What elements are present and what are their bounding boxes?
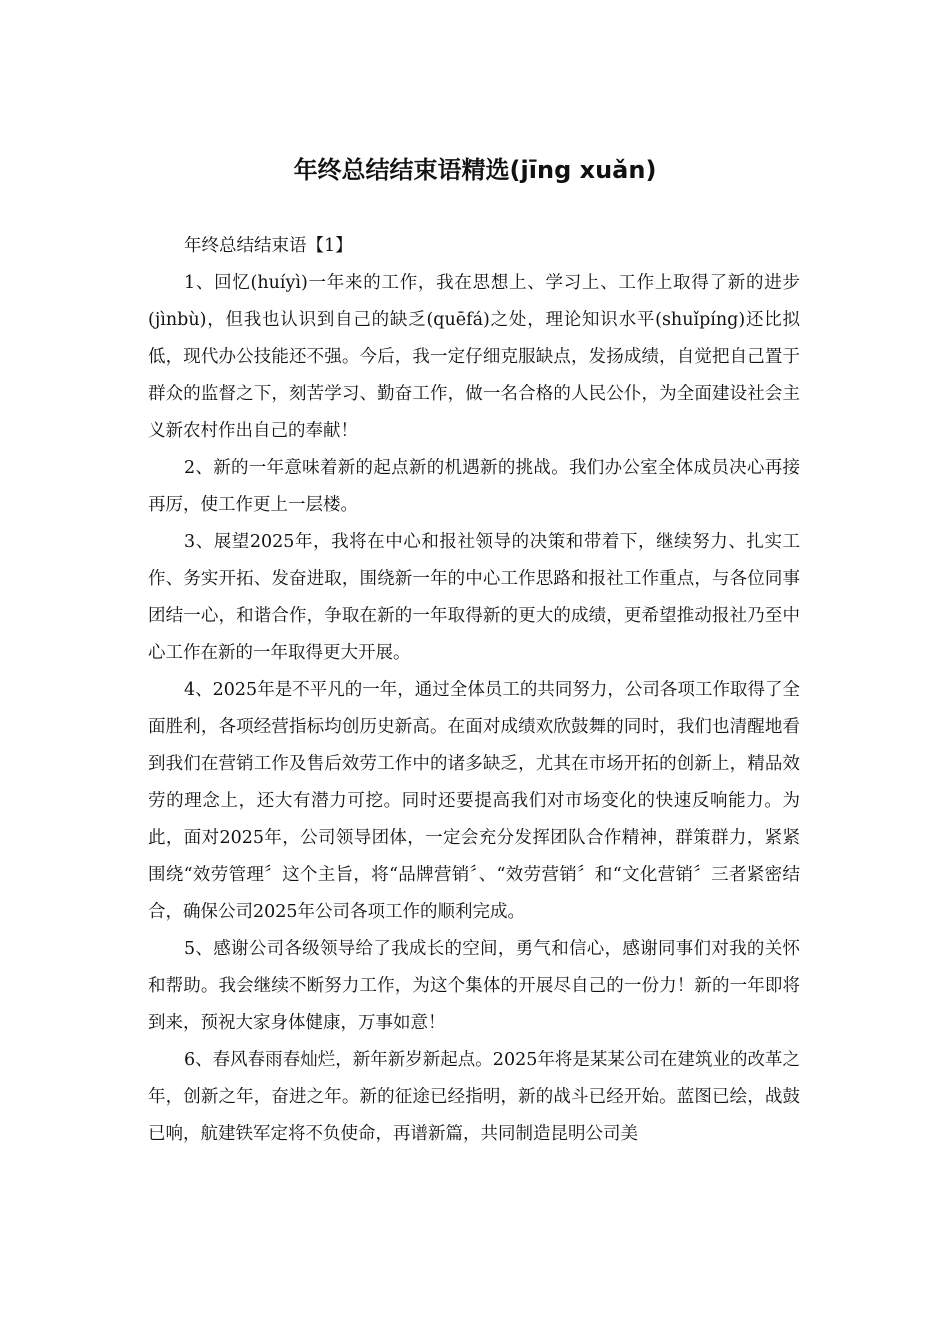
- paragraph-2: 2、新的一年意味着新的起点新的机遇新的挑战。我们办公室全体成员决心再接再厉，使工作更上一层楼。: [148, 458, 800, 515]
- paragraph-4: 4、2025年是不平凡的一年，通过全体员工的共同努力，公司各项工作取得了全面胜利，各项经营指标均创历史新高。在面对成绩欢欣鼓舞的同时，我们也清醒地看到我们在营销工作及售后效劳工作中的诸多缺乏，尤其在市场开拓的创新上，精品效劳的理念上，还大有潜力可挖。同时还要提高我们对市场变化的快速反响能力。为此，面对2025年，公司领导团体，一定会充分发挥团队合作精神，群策群力，紧紧围绕“效劳管理〞这个主旨，将“品牌营销〞、“效劳营销〞和“文化营销〞三者紧密结合，确保公司2025年公司各项工作的顺利完成。: [148, 680, 800, 922]
- paragraph-3: 3、展望2025年，我将在中心和报社领导的决策和带着下，继续努力、扎实工作、务实开拓、发奋进取，围绕新一年的中心工作思路和报社工作重点，与各位同事团结一心，和谐合作，争取在新的一年取得新的更大的成绩，更希望推动报社乃至中心工作在新的一年取得更大开展。: [148, 532, 800, 663]
- paragraph-6: 6、春风春雨春灿烂，新年新岁新起点。2025年将是某某公司在建筑业的改革之年，创新之年，奋进之年。新的征途已经指明，新的战斗已经开始。蓝图已绘，战鼓已响，航建铁军定将不负使命，再谱新篇，共同制造昆明公司美: [148, 1050, 800, 1144]
- paragraph-1: 1、回忆(huíyì)一年来的工作，我在思想上、学习上、工作上取得了新的进步(jìnbù)，但我也认识到自己的缺乏(quēfá)之处，理论知识水平(shuǐpíng)还比拟低，现代办公技能还不强。今后，我一定仔细克服缺点，发扬成绩，自觉把自己置于群众的监督之下，刻苦学习、勤奋工作，做一名合格的人民公仆，为全面建设社会主义新农村作出自己的奉献！: [148, 273, 800, 441]
- paragraph-5: 5、感谢公司各级领导给了我成长的空间，勇气和信心，感谢同事们对我的关怀和帮助。我会继续不断努力工作，为这个集体的开展尽自己的一份力！新的一年即将到来，预祝大家身体健康，万事如意！: [148, 939, 800, 1033]
- section-heading: 年终总结结束语【1】: [184, 236, 353, 256]
- document-title: 年终总结结束语精选(jīng xuǎn): [293, 156, 657, 184]
- document-body: [148, 228, 800, 1153]
